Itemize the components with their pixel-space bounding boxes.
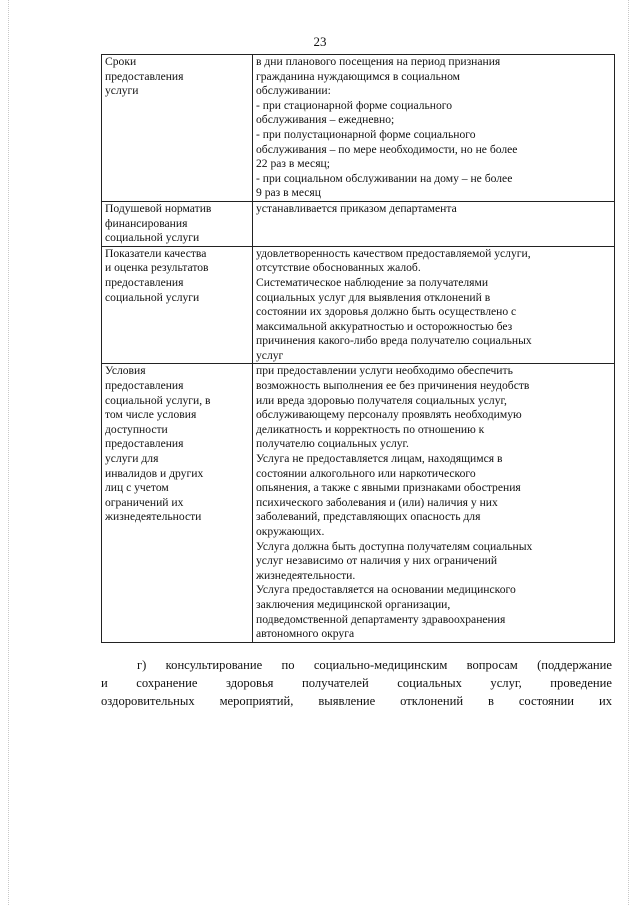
row-content-line: - при социальном обслуживании на дому – не более <box>256 171 513 185</box>
row-content-line: отсутствие обоснованных жалоб. <box>256 261 421 275</box>
row-content-line: Услуга не предоставляется лицам, находящимся в <box>256 452 503 466</box>
row-content-line: состоянии их здоровья должно быть осуществлено с <box>256 305 517 319</box>
row-label-cell <box>102 246 253 364</box>
row-content-line: заболеваний, представляющих опасность для <box>256 510 481 524</box>
row-label-line: жизнедеятельности <box>105 510 202 524</box>
row-label-line: предоставления <box>105 69 184 83</box>
row-label-line: предоставления <box>105 275 184 289</box>
row-content-line: заключения медицинской организации, <box>256 597 451 611</box>
row-content-line: жизнедеятельности. <box>256 568 356 582</box>
row-content-line: 22 раз в месяц; <box>256 157 330 171</box>
row-label-line: социальной услуги <box>105 290 200 304</box>
row-content-cell <box>253 201 615 246</box>
row-content-line: - при стационарной форме социального <box>256 98 453 112</box>
row-label-line: Сроки <box>105 55 137 68</box>
row-content-line: опьянения, а также с явными признаками обострения <box>256 481 521 495</box>
row-content-line: услуг независимо от наличия у них ограничений <box>256 554 498 568</box>
table-row <box>102 364 615 642</box>
row-label-line: предоставления <box>105 437 184 451</box>
row-label-line: социальной услуги <box>105 231 200 245</box>
row-label-line: ограничений их <box>105 495 184 509</box>
row-content-line: обслуживании: <box>256 84 331 98</box>
service-table <box>101 54 615 643</box>
row-content-cell <box>253 55 615 202</box>
row-content-line: 9 раз в месяц <box>256 186 321 200</box>
row-label-line: социальной услуги, в <box>105 393 211 407</box>
row-content-line: услуг <box>256 348 284 362</box>
row-label-line: и оценка результатов <box>105 261 209 275</box>
paragraph-line: г) консультирование по социально-медицинским вопросам (поддержание <box>137 658 612 672</box>
row-content-line: Систематическое наблюдение за получателями <box>256 275 489 289</box>
scan-edge-right <box>628 0 630 905</box>
row-label-line: лиц с учетом <box>105 481 169 495</box>
row-content-line: возможность выполнения ее без причинения неудобств <box>256 379 530 393</box>
row-content-line: удовлетворенность качеством предоставляемой услуги, <box>256 246 531 260</box>
body-paragraph <box>101 656 612 710</box>
row-label-line: доступности <box>105 422 168 436</box>
row-content-line: деликатность и корректность по отношению к <box>256 422 485 436</box>
row-content-line: в дни планового посещения на период признания <box>256 55 501 68</box>
table-row <box>102 55 615 202</box>
row-content-line: обслуживания – по мере необходимости, но не более <box>256 142 518 156</box>
table-row <box>102 246 615 364</box>
row-content-line: причинения какого-либо вреда получателю социальных <box>256 334 532 348</box>
row-content-line: или вреда здоровью получателя социальных услуг, <box>256 393 507 407</box>
row-content-line: социальных услуг для выявления отклонений в <box>256 290 491 304</box>
row-content-line: Услуга должна быть доступна получателям социальных <box>256 539 533 553</box>
row-label-line: Показатели качества <box>105 246 207 260</box>
row-content-line: психического заболевания и (или) наличия у них <box>256 495 498 509</box>
row-content-line: окружающих. <box>256 525 325 538</box>
scan-edge-left <box>8 0 10 905</box>
paragraph-line: и сохранение здоровья получателей социальных услуг, проведение <box>101 676 612 690</box>
row-content-line: обслуживания – ежедневно; <box>256 113 395 127</box>
row-content-line: обслуживающему персоналу проявлять необходимую <box>256 408 522 422</box>
row-label-cell <box>102 55 253 202</box>
row-content-line: устанавливается приказом департамента <box>256 201 457 215</box>
row-content-line: получателю социальных услуг. <box>256 437 409 451</box>
row-content-line: автономного округа <box>256 627 355 641</box>
row-content-cell <box>253 364 615 642</box>
row-label-line: том числе условия <box>105 408 197 422</box>
table-row <box>102 201 615 246</box>
row-content-line: состоянии алкогольного или наркотического <box>256 466 476 480</box>
paragraph-line: оздоровительных мероприятий, выявление отклонений в состоянии их <box>101 694 612 708</box>
row-content-line: гражданина нуждающимся в социальном <box>256 69 460 83</box>
row-label-line: Условия <box>105 364 146 378</box>
page-number: 23 <box>313 34 327 49</box>
row-label-line: услуги <box>105 84 139 98</box>
row-label-cell <box>102 364 253 642</box>
row-content-line: - при полустационарной форме социального <box>256 127 476 141</box>
row-label-line: услуги для <box>105 452 159 466</box>
row-content-line: Услуга предоставляется на основании медицинского <box>256 583 516 597</box>
row-content-line: максимальной аккуратностью и осторожностью без <box>256 319 513 333</box>
row-label-cell <box>102 201 253 246</box>
row-label-line: Подушевой норматив <box>105 201 212 215</box>
row-label-line: инвалидов и других <box>105 466 204 480</box>
row-content-line: при предоставлении услуги необходимо обеспечить <box>256 364 513 378</box>
row-content-line: подведомственной департаменту здравоохранения <box>256 612 506 626</box>
row-label-line: финансирования <box>105 216 188 230</box>
row-label-line: предоставления <box>105 379 184 393</box>
row-content-cell <box>253 246 615 364</box>
